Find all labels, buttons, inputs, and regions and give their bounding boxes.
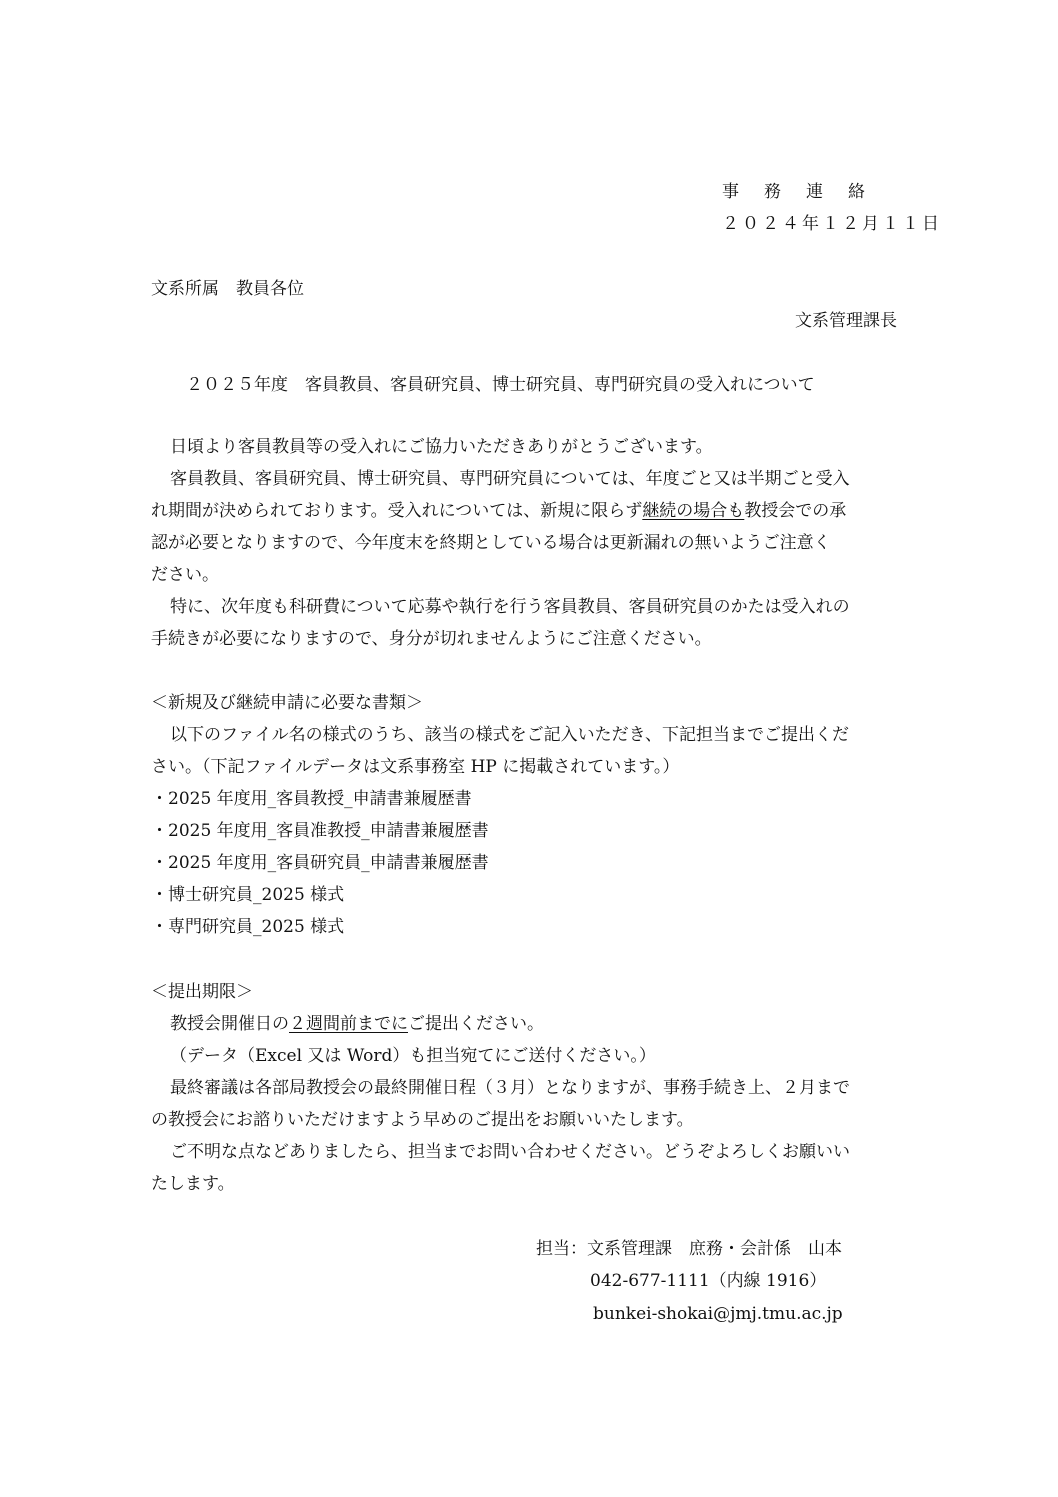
- sender: 文系管理課長: [795, 311, 897, 331]
- text-segment: 教授会での承: [744, 501, 847, 521]
- document-type: 事務連絡: [722, 182, 890, 202]
- deadline-line-4: の教授会にお諮りいただけますよう早めのご提出をお願いいたします。: [151, 1110, 694, 1130]
- document-list-item: ・2025 年度用_客員研究員_申請書兼履歴書: [151, 853, 489, 873]
- deadline-line-3: 最終審議は各部局教授会の最終開催日程（３月）となりますが、事務手続き上、２月まで: [170, 1078, 850, 1098]
- underlined-text: ２週間前までに: [289, 1014, 408, 1034]
- body-paragraph-2-line-4: ださい。: [151, 565, 219, 585]
- deadline-line-5: ご不明な点などありましたら、担当までお問い合わせください。どうぞよろしくお願いい: [170, 1142, 850, 1162]
- document-date: ２０２４年１２月１１日: [722, 214, 942, 234]
- body-paragraph-1: 日頃より客員教員等の受入れにご協力いただきありがとうございます。: [170, 437, 713, 457]
- document-list-item: ・2025 年度用_客員教授_申請書兼履歴書: [151, 789, 472, 809]
- documents-heading: ＜新規及び継続申請に必要な書類＞: [151, 693, 423, 713]
- text-segment: ご提出ください。: [408, 1014, 544, 1034]
- document-title: ２０２５年度 客員教員、客員研究員、博士研究員、専門研究員の受入れについて: [186, 375, 815, 395]
- documents-intro-line-1: 以下のファイル名の様式のうち、該当の様式をご記入いただき、下記担当までご提出くだ: [170, 725, 849, 745]
- text-segment: 教授会開催日の: [170, 1014, 289, 1034]
- text-segment: れ期間が決められております。受入れについては、新規に限らず: [151, 501, 643, 521]
- document-list-item: ・2025 年度用_客員准教授_申請書兼履歴書: [151, 821, 489, 841]
- body-paragraph-3-line-1: 特に、次年度も科研費について応募や執行を行う客員教員、客員研究員のかたは受入れの: [170, 597, 850, 617]
- body-paragraph-3-line-2: 手続きが必要になりますので、身分が切れませんようにご注意ください。: [151, 629, 712, 649]
- underlined-text: 継続の場合も: [642, 501, 745, 521]
- document-list-item: ・博士研究員_2025 様式: [151, 885, 345, 905]
- document-list-item: ・専門研究員_2025 様式: [151, 917, 345, 937]
- contact-person: 担当：文系管理課 庶務・会計係 山本: [536, 1239, 842, 1259]
- body-paragraph-2-line-1: 客員教員、客員研究員、博士研究員、専門研究員については、年度ごと又は半期ごと受入: [170, 469, 850, 489]
- documents-intro-line-2: さい。（下記ファイルデータは文系事務室 HP に掲載されています。）: [151, 757, 680, 777]
- deadline-line-6: たします。: [151, 1174, 235, 1194]
- deadline-line-1: [170, 1013, 544, 1035]
- deadline-line-2: （データ（Excel 又は Word）も担当宛てにご送付ください。）: [170, 1046, 656, 1066]
- body-paragraph-2-line-2: [151, 500, 846, 522]
- contact-phone: 042-677-1111（内線 1916）: [590, 1271, 827, 1291]
- addressee: 文系所属 教員各位: [151, 279, 304, 299]
- contact-email[interactable]: bunkei-shokai@jmj.tmu.ac.jp: [593, 1304, 843, 1324]
- body-paragraph-2-line-3: 認が必要となりますので、今年度末を終期としている場合は更新漏れの無いようご注意く: [151, 533, 831, 553]
- deadline-heading: ＜提出期限＞: [151, 982, 253, 1002]
